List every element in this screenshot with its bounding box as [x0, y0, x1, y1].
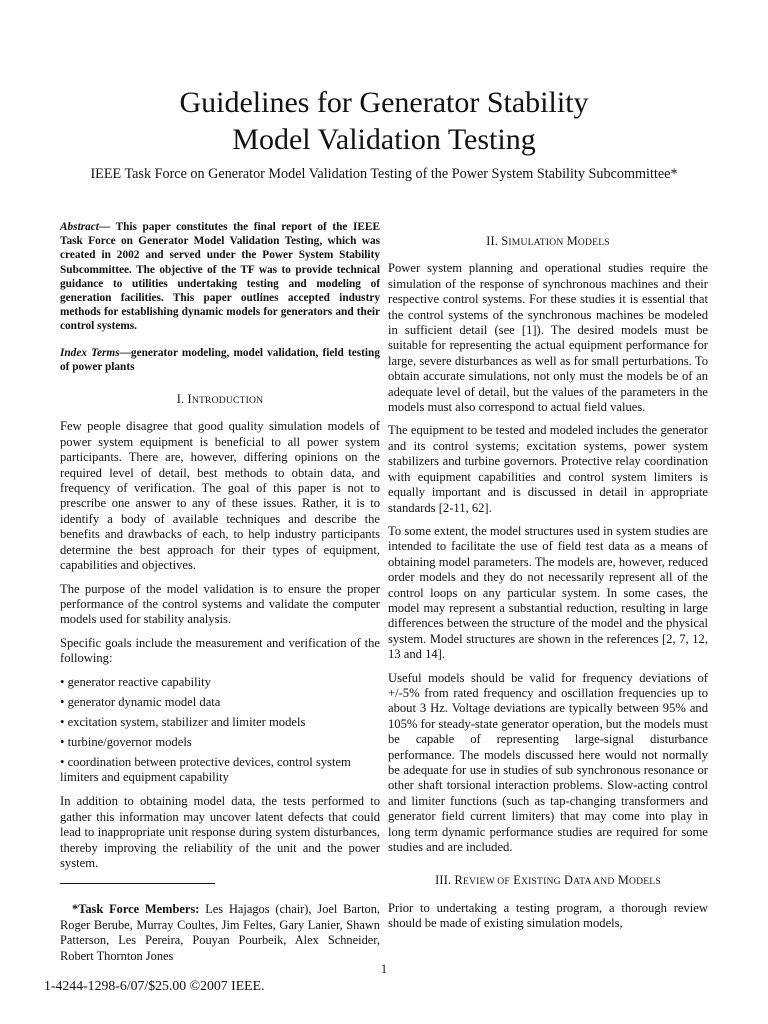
abstract-text: This paper constitutes the final report of the IEEE Task Force on Generator Model Validation Testing, which was created in 2002 and served under the Power System Stability Subcommittee. The objective of the TF was to provide technical guidance to utilities undertaking testing and modeling of generation facilities. This paper outlines accepted industry methods for establishing dynamic models for generators and their control systems. — [60, 221, 380, 333]
section-heading-review: III. REVIEW OF EXISTING DATA AND MODELS — [435, 873, 661, 888]
author-affiliation: IEEE Task Force on Generator Model Validation Testing of the Power System Stability Subcommittee* — [90, 166, 678, 182]
abstract — [60, 220, 380, 334]
intro-paragraph-4: In addition to obtaining model data, the tests performed to gather this information may uncover latent defects that could lead to inappropriate unit response during system disturbances, thereby improving the reliability of the unit and the power system. — [60, 794, 380, 870]
footnote-divider — [60, 883, 215, 884]
title-line-1: Guidelines for Generator Stability — [179, 86, 589, 119]
title-line-2: Model Validation Testing — [232, 123, 536, 156]
paper-title — [0, 84, 768, 158]
simulation-paragraph-3: To some extent, the model structures used in system studies are intended to facilitate the use of field test data as a means of obtaining model parameters. The models are, however, reduced order models and they do not necessarily represent all of the control loops on any particular system. In some cases, the model may represent a substantial reduction, resulting in large differences between the structure of the model and the physical system. Model structures are shown in the references [2, 7, 12, 13 and 14]. — [388, 523, 708, 662]
list-item: • generator reactive capability — [60, 675, 380, 690]
list-item: • coordination between protective devices, control system limiters and equipment capability — [60, 755, 380, 786]
footnote-label: *Task Force Members: — [72, 902, 200, 917]
abstract-label: Abstract — [60, 221, 99, 233]
list-item: • turbine/governor models — [60, 735, 380, 750]
simulation-paragraph-4: Useful models should be valid for frequency deviations of +/-5% from rated frequency and oscillation frequencies up to about 3 Hz. Voltage deviations are typically between 95% and 105% for steady-state generator operation, but the models must be capable of representing large-signal disturbance performance. The models discussed here would not normally be adequate for use in studies of sub synchronous resonance or other shaft torsional interaction problems. Slow-acting control and limiter functions (such as tap-changing transformers and generator field current limiters) that may come into play in long term dynamic performance studies are required for some studies and are included. — [388, 670, 708, 855]
simulation-paragraph-2: The equipment to be tested and modeled includes the generator and its control systems; excitation systems, power system stabilizers and turbine governors. Protective relay coordination with equipment capabilities and control system limiters is equally important and is discussed in detail in appropriate standards [2-11, 62]. — [388, 423, 708, 515]
page-number: 1 — [380, 962, 388, 976]
list-item: • generator dynamic model data — [60, 695, 380, 710]
left-column — [60, 220, 380, 972]
goals-list — [60, 675, 380, 786]
copyright-notice: 1-4244-1298-6/07/$25.00 ©2007 IEEE. — [44, 978, 265, 993]
footnote-text: Les Hajagos (chair), Joel Barton, Roger Berube, Murray Coultes, Jim Feltes, Gary Lanier, Shawn Patterson, Les Pereira, Pouyan Pourbeik, Alex Schneider, Robert Thornton Jones — [60, 902, 381, 963]
section-heading-introduction: I. INTRODUCTION — [176, 392, 264, 407]
intro-paragraph-3: Specific goals include the measurement and verification of the following: — [60, 635, 380, 666]
index-terms-label: Index Terms — [60, 346, 120, 359]
abstract-dash: — — [98, 221, 116, 233]
right-column — [388, 220, 708, 940]
index-terms — [60, 346, 380, 374]
section-heading-simulation-models: II. SIMULATION MODELS — [486, 234, 610, 248]
footnote-task-force — [60, 902, 380, 964]
review-paragraph-1: Prior to undertaking a testing program, a thorough review should be made of existing simulation models, — [388, 900, 708, 931]
index-terms-dash: — — [119, 346, 131, 359]
intro-paragraph-2: The purpose of the model validation is to ensure the proper performance of the control systems and validate the computer models used for stability analysis. — [60, 581, 380, 627]
index-terms-text: generator modeling, model validation, field testing of power plants — [60, 346, 380, 373]
simulation-paragraph-1: Power system planning and operational studies require the simulation of the response of synchronous machines and their respective control systems. For these studies it is essential that the control systems of the synchronous machines be modeled in sufficient detail (see [1]). The desired models must be suitable for representing the actual equipment performance for large, severe disturbances as well as for small perturbations. To obtain accurate simulations, not only must the models be of an adequate level of detail, but the values of the parameters in the models must also correspond to actual field values. — [388, 261, 708, 415]
intro-paragraph-1: Few people disagree that good quality simulation models of power system equipment is beneficial to all power system participants. There are, however, differing opinions on the required level of detail, best methods to obtain data, and frequency of verification. The goal of this paper is not to prescribe one answer to any of these issues. Rather, it is to identify a body of available techniques and describe the benefits and drawbacks of each, to help industry participants determine the best approach for their types of equipment, capabilities and objectives. — [60, 419, 380, 573]
list-item: • excitation system, stabilizer and limiter models — [60, 715, 380, 730]
